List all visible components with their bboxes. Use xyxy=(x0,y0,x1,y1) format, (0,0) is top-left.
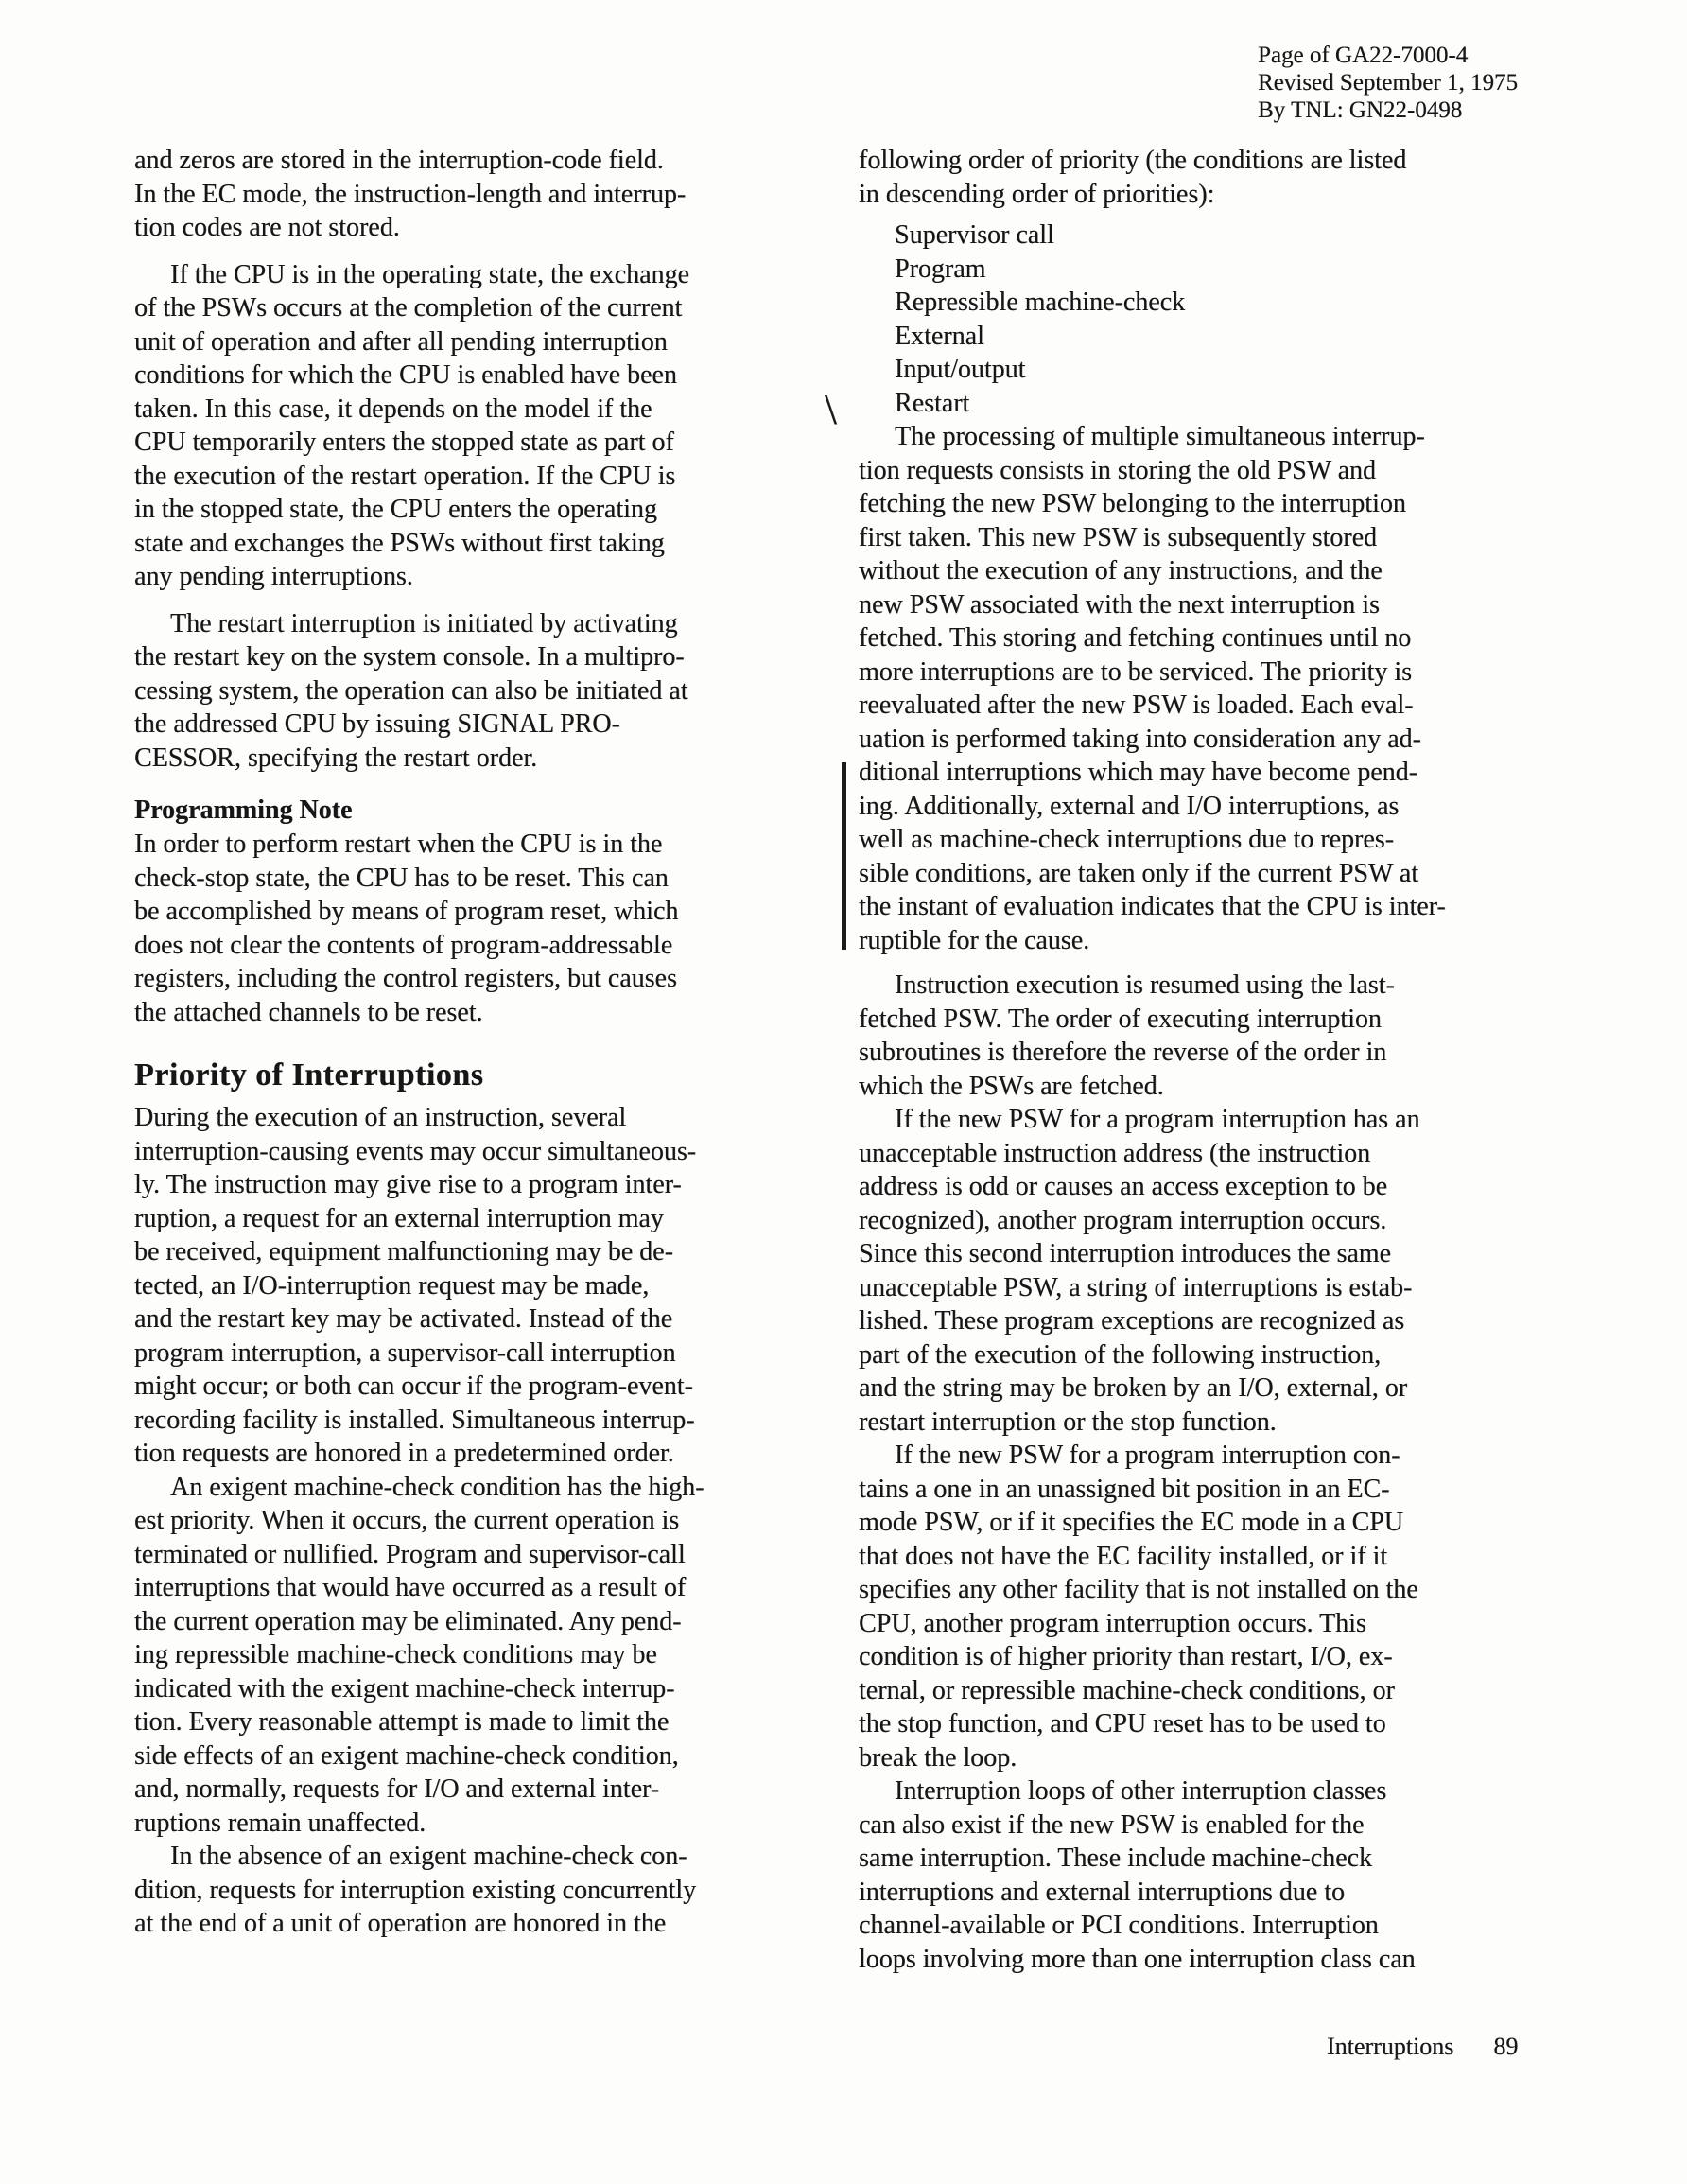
text-line: In the EC mode, the instruction-length and interrup- xyxy=(134,179,687,209)
text-line: taken. In this case, it depends on the model if the xyxy=(134,393,652,424)
paragraph xyxy=(859,969,1521,1103)
text-line: the stop function, and CPU reset has to be used to xyxy=(859,1709,1386,1738)
text-line: same interruption. These include machine-check xyxy=(859,1843,1372,1873)
text-line: following order of priority (the conditions are listed xyxy=(859,146,1407,175)
revision-notice-line: Revised September 1, 1975 xyxy=(1258,70,1518,96)
margin-insert-mark: \ xyxy=(825,385,837,433)
text-line: can also exist if the new PSW is enabled for the xyxy=(859,1809,1365,1840)
text-line: more interruptions are to be serviced. The priority is xyxy=(859,656,1412,687)
text-line: in descending order of priorities): xyxy=(859,179,1215,209)
text-line: conditions for which the CPU is enabled have been xyxy=(134,360,677,390)
text-line: fetched PSW. The order of executing interruption xyxy=(859,1004,1382,1034)
text-line: tion codes are not stored. xyxy=(134,213,400,242)
priority-list-item: Restart xyxy=(895,388,970,418)
text-line: part of the execution of the following instruction, xyxy=(859,1339,1382,1370)
text-line: terminated or nullified. Program and supervisor-call xyxy=(134,1539,686,1569)
text-line: recording facility is installed. Simultaneous interrup- xyxy=(134,1405,695,1435)
text-line: specifies any other facility that is not installed on the xyxy=(859,1575,1418,1604)
text-line: of the PSWs occurs at the completion of the current xyxy=(134,293,683,323)
text-line: ing repressible machine-check conditions may be xyxy=(134,1640,657,1669)
priority-list-item: Repressible machine-check xyxy=(895,288,1186,317)
paragraph xyxy=(859,1103,1521,1439)
text-line: the addressed CPU by issuing SIGNAL PRO- xyxy=(134,709,620,739)
text-line: be received, equipment malfunctioning may be de- xyxy=(134,1237,673,1267)
text-line: An exigent machine-check condition has the high- xyxy=(170,1472,704,1502)
text-line: the current operation may be eliminated. Any pend- xyxy=(134,1606,682,1636)
left-column xyxy=(134,144,768,1941)
text-line: be accomplished by means of program reset, which xyxy=(134,897,679,926)
text-line: tion. Every reasonable attempt is made to limit the xyxy=(134,1707,670,1737)
priority-list-item: Program xyxy=(895,253,986,284)
text-line: without the execution of any instructions, and the xyxy=(859,556,1383,585)
text-line: If the CPU is in the operating state, the exchange xyxy=(170,259,689,289)
text-line: ly. The instruction may give rise to a program inter- xyxy=(134,1170,682,1199)
text-line: and the string may be broken by an I/O, external, or xyxy=(859,1373,1408,1403)
text-line: the instant of evaluation indicates that the CPU is inter- xyxy=(859,892,1446,921)
text-line: and zeros are stored in the interruption-code field. xyxy=(134,146,664,175)
text-line: Interruption loops of other interruption classes xyxy=(895,1776,1387,1806)
text-line: the attached channels to be reset. xyxy=(134,997,483,1027)
text-line: cessing system, the operation can also be initiated at xyxy=(134,675,688,706)
text-line: registers, including the control registers, but causes xyxy=(134,964,677,993)
text-line: the execution of the restart operation. If the CPU is xyxy=(134,461,676,491)
text-line: tains a one in an unassigned bit position in an EC- xyxy=(859,1474,1390,1504)
paragraph xyxy=(134,1471,768,1841)
text-line: If the new PSW for a program interruption has an xyxy=(895,1105,1420,1134)
footer-page-number: 89 xyxy=(1493,2033,1519,2060)
paragraph xyxy=(134,1840,768,1941)
text-line: est priority. When it occurs, the current operation is xyxy=(134,1506,680,1535)
text-line: CPU, another program interruption occurs. This xyxy=(859,1608,1366,1638)
text-line: dition, requests for interruption existing concurrently xyxy=(134,1875,697,1905)
paragraph xyxy=(859,1774,1521,1976)
text-line: tected, an I/O-interruption request may be made, xyxy=(134,1270,650,1301)
text-line: Since this second interruption introduces the same xyxy=(859,1239,1391,1268)
text-line: fetched. This storing and fetching continues until no xyxy=(859,623,1412,653)
text-line: unit of operation and after all pending interruption xyxy=(134,326,668,357)
text-line: uation is performed taking into consideration any ad- xyxy=(859,724,1421,754)
text-line: address is odd or causes an access exception to be xyxy=(859,1172,1388,1201)
text-line: During the execution of an instruction, several xyxy=(134,1103,627,1132)
text-line: does not clear the contents of program-addressable xyxy=(134,930,673,960)
text-line: new PSW associated with the next interruption is xyxy=(859,589,1380,620)
text-line: and the restart key may be activated. Instead of the xyxy=(134,1304,673,1334)
text-line: sible conditions, are taken only if the current PSW at xyxy=(859,858,1419,888)
text-line: ditional interruptions which may have become pend- xyxy=(859,758,1417,787)
text-line: fetching the new PSW belonging to the interruption xyxy=(859,489,1406,518)
priority-list xyxy=(859,218,1521,420)
text-line: tion requests consists in storing the old PSW and xyxy=(859,455,1377,485)
text-line: ruption, a request for an external interruption may xyxy=(134,1203,664,1233)
priority-list-item: External xyxy=(895,321,984,351)
text-line: CPU temporarily enters the stopped state as part of xyxy=(134,428,674,457)
revision-notice xyxy=(1258,42,1518,124)
footer-section-title: Interruptions xyxy=(1327,2033,1454,2060)
priority-list-item: Supervisor call xyxy=(895,220,1054,250)
text-line: reevaluated after the new PSW is loaded. Each eval- xyxy=(859,690,1414,720)
paragraph xyxy=(134,144,768,245)
text-line: Instruction execution is resumed using the last- xyxy=(895,970,1395,1000)
text-line: recognized), another program interruption occurs. xyxy=(859,1205,1387,1235)
text-line: and, normally, requests for I/O and external inter- xyxy=(134,1774,660,1804)
text-line: the restart key on the system console. In a multipro- xyxy=(134,642,685,672)
text-line: program interruption, a supervisor-call interruption xyxy=(134,1337,676,1368)
text-line: subroutines is therefore the reverse of the order in xyxy=(859,1038,1387,1067)
text-line: restart interruption or the stop function. xyxy=(859,1406,1277,1437)
text-line: check-stop state, the CPU has to be reset. This can xyxy=(134,863,669,893)
text-line: unacceptable PSW, a string of interruptions is estab- xyxy=(859,1272,1413,1302)
text-line: which the PSWs are fetched. xyxy=(859,1071,1164,1101)
text-line: The processing of multiple simultaneous interrup- xyxy=(895,422,1425,451)
text-line: channel-available or PCI conditions. Interruption xyxy=(859,1911,1379,1940)
text-line: state and exchanges the PSWs without first taking xyxy=(134,528,665,558)
text-line: tion requests are honored in a predetermined order. xyxy=(134,1439,674,1468)
text-line: In order to perform restart when the CPU is in the xyxy=(134,830,663,859)
paragraph xyxy=(859,1439,1521,1774)
text-line: that does not have the EC facility installed, or if it xyxy=(859,1541,1388,1571)
text-line: any pending interruptions. xyxy=(134,562,413,591)
text-line: indicated with the exigent machine-check interrup- xyxy=(134,1673,675,1704)
paragraph xyxy=(134,1101,768,1471)
text-line: at the end of a unit of operation are honored in the xyxy=(134,1909,667,1938)
text-line: ruptible for the cause. xyxy=(859,925,1090,955)
paragraph xyxy=(134,258,768,594)
text-line: interruptions and external interruptions due to xyxy=(859,1877,1345,1907)
text-line: interruption-causing events may occur simultaneous- xyxy=(134,1136,697,1166)
paragraph xyxy=(134,828,768,1029)
text-line: The restart interruption is initiated by activating xyxy=(170,608,678,638)
text-line: condition is of higher priority than restart, I/O, ex- xyxy=(859,1642,1393,1671)
right-column xyxy=(859,144,1521,1976)
text-line: loops involving more than one interruption class can xyxy=(859,1944,1416,1974)
text-line: first taken. This new PSW is subsequently stored xyxy=(859,522,1378,552)
text-line: ruptions remain unaffected. xyxy=(134,1808,426,1838)
text-line: side effects of an exigent machine-check condition, xyxy=(134,1740,679,1771)
programming-note-heading: Programming Note xyxy=(134,795,353,825)
text-line: In the absence of an exigent machine-check con- xyxy=(170,1842,687,1871)
paragraph xyxy=(134,607,768,776)
text-line: CESSOR, specifying the restart order. xyxy=(134,743,538,773)
text-line: in the stopped state, the CPU enters the operating xyxy=(134,495,657,524)
text-line: break the loop. xyxy=(859,1742,1017,1773)
text-line: lished. These program exceptions are recognized as xyxy=(859,1306,1405,1336)
priority-list-item: Input/output xyxy=(895,355,1026,384)
text-line: ing. Additionally, external and I/O interruptions, as xyxy=(859,791,1400,821)
paragraph xyxy=(859,420,1521,957)
revision-change-bar xyxy=(842,762,846,950)
text-line: If the new PSW for a program interruption con- xyxy=(895,1441,1400,1470)
page-footer xyxy=(1327,2032,1518,2062)
text-line: might occur; or both can occur if the program-event- xyxy=(134,1372,693,1401)
section-heading: Priority of Interruptions xyxy=(134,1057,484,1092)
revision-notice-line: Page of GA22-7000-4 xyxy=(1258,43,1469,68)
text-line: mode PSW, or if it specifies the EC mode in a CPU xyxy=(859,1508,1404,1537)
revision-notice-line: By TNL: GN22-0498 xyxy=(1258,97,1463,123)
text-line: unacceptable instruction address (the instruction xyxy=(859,1138,1371,1168)
paragraph xyxy=(859,144,1521,211)
text-line: interruptions that would have occurred as a result of xyxy=(134,1573,687,1602)
text-line: ternal, or repressible machine-check conditions, or xyxy=(859,1675,1395,1705)
text-line: well as machine-check interruptions due to repres- xyxy=(859,825,1395,854)
